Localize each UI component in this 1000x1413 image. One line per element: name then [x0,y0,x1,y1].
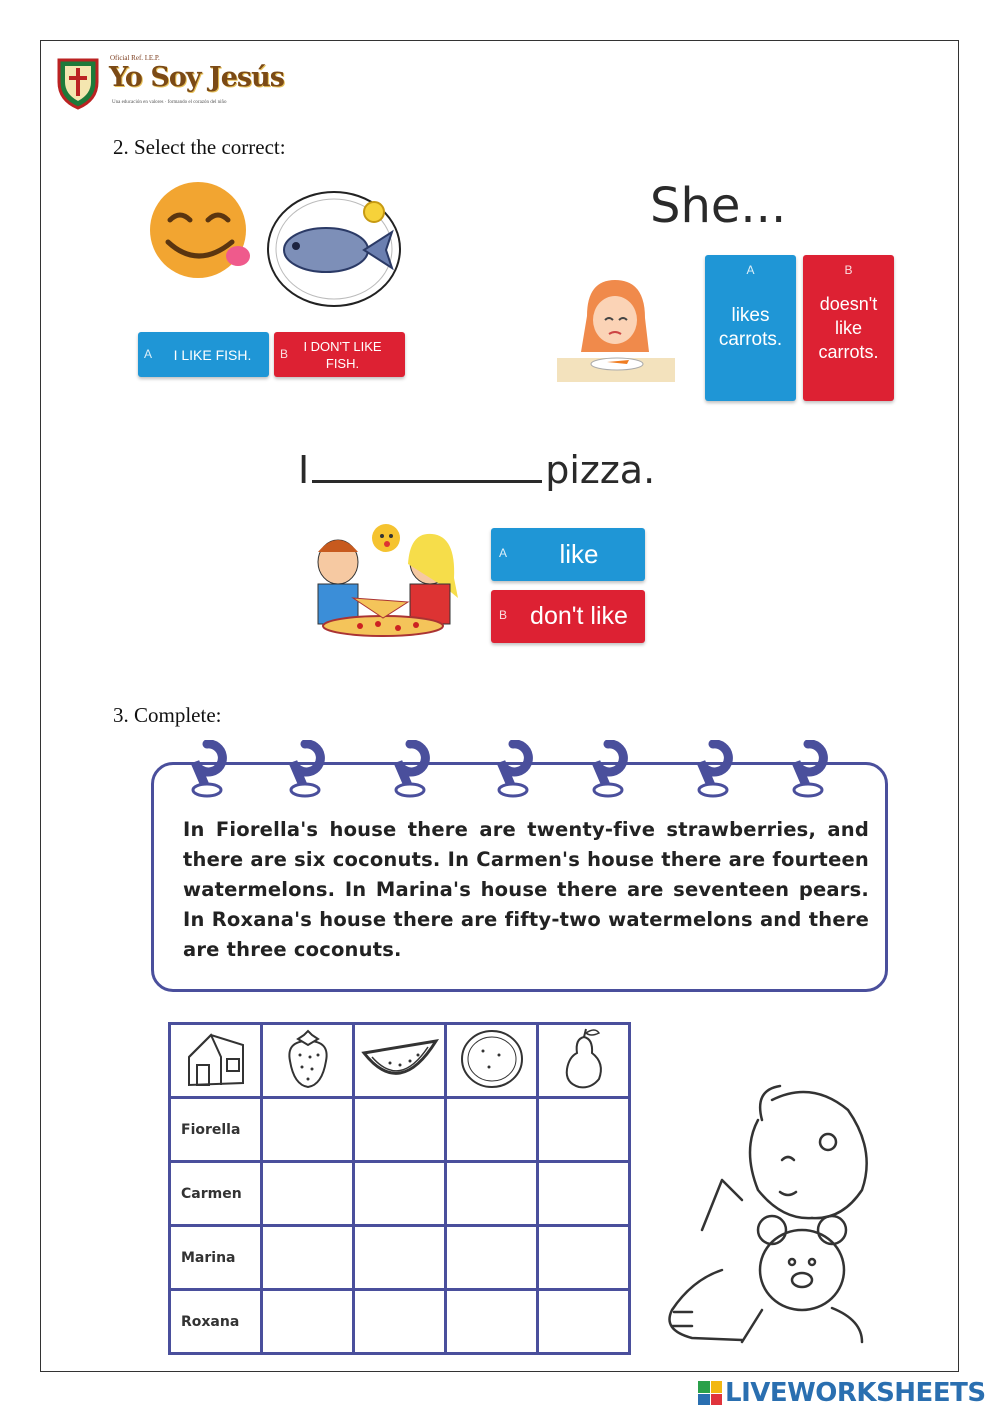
answer-cell[interactable] [538,1290,630,1354]
spiral-ring-icon [693,740,733,800]
section-3-heading: 3. Complete: [113,703,222,727]
footer-brand [698,1378,986,1408]
coconut-icon [457,1027,527,1091]
q3-blank[interactable] [312,449,542,483]
answer-cell[interactable] [354,1226,446,1290]
yummy-emoji-icon [140,180,258,280]
spiral-ring-icon [788,740,828,800]
notebook-paragraph: In Fiorella's house there are twenty-five strawberries, and there are six coconuts. In Carmen's house there are fourteen watermelons. In Marina's house there are seventeen pears. In Roxana's house there are fifty-two watermelons and there are three coconuts. [183,818,869,961]
logo-subtitle: Una educación en valores · formando el corazón del niño [112,100,227,105]
answer-cell[interactable] [538,1226,630,1290]
row-name: Carmen [170,1162,262,1226]
answer-cell[interactable] [354,1290,446,1354]
table-row [170,1226,630,1290]
table-header-cell [354,1024,446,1098]
spiral-ring-icon [493,740,533,800]
q2-option-b-button[interactable]: B doesn't like carrots. [803,255,894,401]
row-name: Marina [170,1226,262,1290]
answer-cell[interactable] [538,1098,630,1162]
table-header-cell [170,1024,262,1098]
q3-option-b-button[interactable]: B don't like [491,590,645,643]
table-row [170,1162,630,1226]
q2-option-a-button[interactable]: A likes carrots. [705,255,796,401]
answer-cell[interactable] [354,1098,446,1162]
table-header-row [170,1024,630,1098]
pear-icon [559,1027,609,1091]
row-name: Roxana [170,1290,262,1354]
answer-cell[interactable] [538,1162,630,1226]
answer-cell[interactable] [446,1098,538,1162]
answer-cell[interactable] [446,1162,538,1226]
table-header-cell [262,1024,354,1098]
kids-eating-pizza-icon [298,518,468,646]
spiral-ring-icon [187,740,227,800]
table-row [170,1098,630,1162]
spiral-ring-icon [390,740,430,800]
q3-prompt: I pizza. [298,448,656,492]
answer-cell[interactable] [262,1162,354,1226]
spiral-ring-icon [285,740,325,800]
q1-option-a-button[interactable]: A I LIKE FISH. [138,332,269,377]
table-row [170,1290,630,1354]
watermelon-icon [360,1029,440,1089]
row-name: Fiorella [170,1098,262,1162]
girl-with-teddy-icon [662,1080,882,1348]
q2-prompt: She... [650,178,787,234]
table-header-cell [538,1024,630,1098]
section-2-heading: 2. Select the correct: [113,135,286,159]
fruit-count-table [168,1022,631,1355]
answer-cell[interactable] [446,1226,538,1290]
fish-plate-icon [266,190,402,308]
footer-brand-text: LIVEWORKSHEETS [725,1378,986,1408]
school-logo [55,52,285,112]
answer-cell[interactable] [354,1162,446,1226]
liveworksheets-logo-icon [698,1381,722,1405]
spiral-ring-icon [588,740,628,800]
table-header-cell [446,1024,538,1098]
shield-icon [55,54,101,110]
logo-name: Yo Soy Jesús [109,62,284,93]
answer-cell[interactable] [446,1290,538,1354]
strawberry-icon [278,1027,338,1091]
answer-cell[interactable] [262,1290,354,1354]
answer-cell[interactable] [262,1098,354,1162]
answer-cell[interactable] [262,1226,354,1290]
q3-option-a-button[interactable]: A like [491,528,645,581]
q1-option-b-button[interactable]: B I DON'T LIKE FISH. [274,332,405,377]
logo-top-text: Oficial Ref. I.E.P. [110,54,160,62]
house-icon [181,1027,251,1091]
girl-eating-carrot-icon [557,272,675,382]
